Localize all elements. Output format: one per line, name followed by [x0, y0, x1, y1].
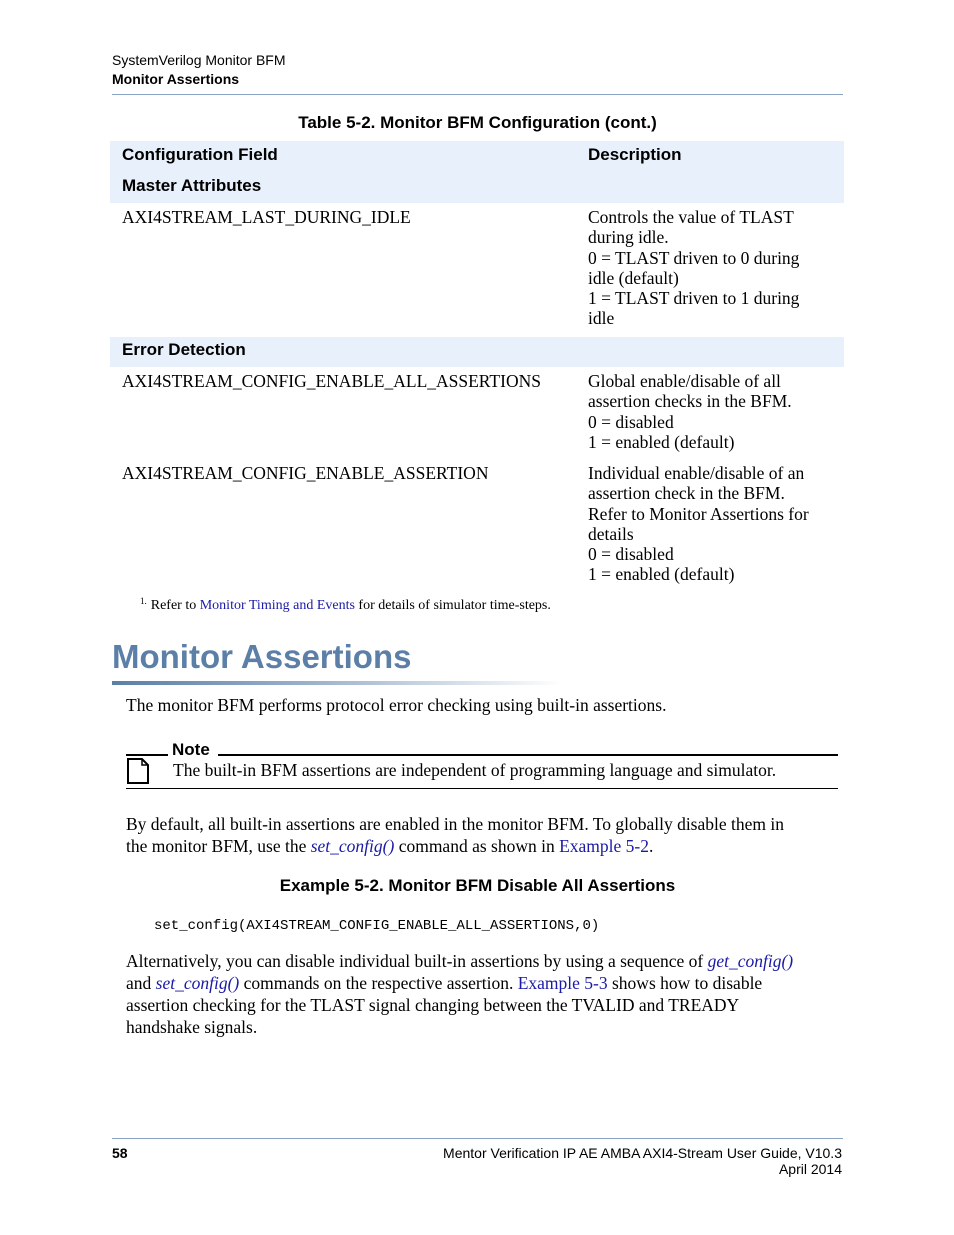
running-header-chapter: SystemVerilog Monitor BFM: [112, 52, 286, 68]
text-run: command as shown in: [394, 836, 560, 856]
text-run: the monitor BFM, use the: [126, 836, 311, 856]
table-footnote: [140, 596, 551, 614]
paragraph-line: By default, all built-in assertions are enabled in the monitor BFM. To globally disable them in: [126, 814, 784, 834]
link-example-5-3[interactable]: Example 5-3: [517, 973, 608, 993]
note-text: The built-in BFM assertions are independent of programming language and simulator.: [173, 760, 777, 780]
text-run: shows how to disable: [607, 973, 763, 993]
intro-paragraph: The monitor BFM performs protocol error checking using built-in assertions.: [126, 695, 667, 715]
description-line: 0 = TLAST driven to 0 during: [588, 247, 800, 268]
footnote-text: Refer to: [150, 598, 200, 613]
paragraph-line: [126, 950, 793, 972]
code-example: set_config(AXI4STREAM_CONFIG_ENABLE_ALL_ASSERTIONS,0): [154, 918, 600, 934]
column-header-description: Description: [588, 145, 682, 164]
description-line: 0 = disabled: [588, 544, 674, 565]
description-line: Refer to Monitor Assertions for: [588, 503, 809, 524]
body-paragraph: [126, 950, 793, 1038]
footer-rule: [112, 1138, 843, 1139]
page-number: 58: [112, 1145, 128, 1161]
note-page-icon: [126, 758, 150, 789]
description-line: Global enable/disable of all: [588, 371, 781, 391]
table-caption: Table 5-2. Monitor BFM Configuration (cont.): [298, 113, 657, 132]
description-line: details: [588, 523, 634, 544]
text-run: and: [126, 973, 156, 993]
config-description: [588, 207, 799, 329]
paragraph-line: [126, 972, 793, 994]
footer-date: April 2014: [778, 1161, 842, 1177]
running-header-section: Monitor Assertions: [112, 71, 240, 87]
footer-document-title: Mentor Verification IP AE AMBA AXI4-Stream User Guide, V10.3: [443, 1145, 842, 1161]
text-run: Alternatively, you can disable individual built-in assertions by using a sequence of: [126, 951, 708, 971]
link-monitor-timing-and-events[interactable]: Monitor Timing and Events: [199, 598, 355, 613]
description-line: 1 = TLAST driven to 1 during: [588, 288, 800, 309]
note-rule: [218, 754, 838, 756]
config-field-enable-assertion: AXI4STREAM_CONFIG_ENABLE_ASSERTION: [122, 463, 489, 483]
section-title-error-detection: Error Detection: [122, 340, 246, 359]
description-line: 0 = disabled: [588, 411, 674, 432]
section-title-master-attributes: Master Attributes: [122, 176, 262, 195]
link-set-config[interactable]: set_config(): [155, 973, 240, 993]
description-line: during idle.: [588, 227, 669, 248]
body-paragraph: [126, 813, 784, 857]
heading-underline: [112, 681, 564, 685]
description-line: Individual enable/disable of an: [588, 463, 805, 483]
note-bottom-rule: [126, 788, 838, 789]
config-description: [588, 371, 792, 452]
example-caption: Example 5-2. Monitor BFM Disable All Assertions: [279, 876, 676, 895]
link-example-5-2[interactable]: Example 5-2: [559, 836, 649, 856]
description-line: 1 = enabled (default): [588, 431, 735, 452]
column-header-field: Configuration Field: [122, 145, 278, 164]
description-line: Controls the value of TLAST: [588, 207, 794, 227]
description-line: assertion check in the BFM.: [588, 483, 785, 504]
config-field-enable-all-assertions: AXI4STREAM_CONFIG_ENABLE_ALL_ASSERTIONS: [122, 371, 541, 391]
paragraph-line: assertion checking for the TLAST signal changing between the TVALID and TREADY: [126, 995, 740, 1015]
link-get-config[interactable]: get_config(): [707, 951, 794, 971]
config-field-last-during-idle: AXI4STREAM_LAST_DURING_IDLE: [122, 207, 411, 227]
config-description: [588, 463, 809, 585]
paragraph-line: [126, 835, 784, 857]
footnote-marker: 1.: [140, 596, 147, 606]
section-heading: Monitor Assertions: [112, 638, 412, 675]
description-line: assertion checks in the BFM.: [588, 391, 792, 412]
description-line: idle (default): [588, 267, 679, 288]
note-title: Note: [172, 740, 210, 759]
paragraph-line: handshake signals.: [126, 1017, 258, 1037]
link-set-config[interactable]: set_config(): [310, 836, 395, 856]
text-run: commands on the respective assertion.: [239, 973, 518, 993]
header-rule: [112, 94, 843, 95]
description-line: idle: [588, 308, 615, 329]
description-line: 1 = enabled (default): [588, 564, 735, 585]
footnote-text: for details of simulator time-steps.: [354, 598, 551, 613]
text-run: .: [649, 836, 654, 856]
note-rule: [126, 754, 168, 756]
